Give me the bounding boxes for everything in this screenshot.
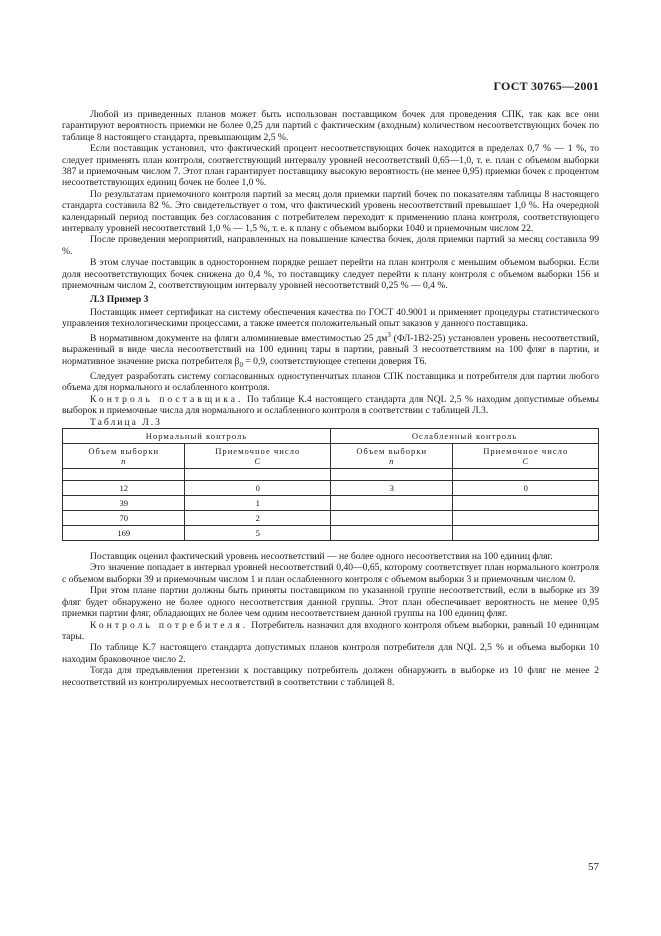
paragraph: Тогда для предъявления претензии к поставщику потребитель должен обнаружить в выборке из 10 фляг не менее 2 несоответствий из контролируемых несоответствий в соответствии с таблицей 8.: [62, 665, 599, 688]
cell: 70: [63, 511, 185, 526]
paragraph: В этом случае поставщик в одностороннем порядке решает перейти на план контроля с меньшим объемом выборки. Если доля несоответствующих бочек снижена до 0,4 %, то поставщику следует перейти к плану контроля с объемом выборки 156 и приемочным числом 2, соответствующим интервалу уровней несоответствий 0,25 % — 0,4 %.: [62, 257, 599, 292]
cell: 0: [453, 481, 599, 496]
paragraph: Следует разработать систему согласованных одноступенчатых планов СПК поставщика и потребителя для партии любого объема для нормального и ослабленного контроля.: [62, 371, 599, 394]
cell: [330, 469, 452, 481]
section-title: Л.3 Пример 3: [90, 293, 149, 305]
paragraph: Это значение попадает в интервал уровней несоответствий 0,40—0,65, которому соответствует план нормального контроля с объемом выборки 39 и приемочным числом 1 и план ослабленного контроля с объемом выборки 3 и приемочным числом 0.: [62, 562, 599, 585]
paragraph: Поставщик оценил фактический уровень несоответствий — не более одного несоответствия на 100 единиц фляг.: [90, 551, 553, 563]
col-label: Объем выборки: [88, 446, 160, 457]
text: В нормативном документе на фляги алюминиевые вместимостью 25 дм: [90, 332, 388, 344]
spaced-heading: Контроль поставщика.: [90, 393, 244, 405]
document-body: [62, 109, 599, 688]
col-header-sample-normal: [63, 444, 185, 469]
paragraph: Поставщик имеет сертификат на систему обеспечения качества по ГОСТ 40.9001 и применяет процедуры статистического управления технологическими процессами, а также имеется положительный опыт заказов у данного поставщика.: [62, 306, 599, 330]
paragraph: По результатам приемочного контроля партий за месяц доля приемки партий бочек по показателям таблицы 8 настоящего стандарта составила 82 %. Это свидетельствует о том, что фактический уровень несоответствий превышает 1,0 %. На очередной календарный период поставщик без согласования с потребителем переходит к применению плана контроля, соответствующего интервалу уровней несоответствий 1,0 % — 1,5 %, т. е. к плану с объемом выборки 1040 и приемочным числом 22.: [62, 188, 599, 235]
paragraph-normative: [62, 330, 599, 371]
paragraph: При этом плане партии должны быть приняты поставщиком по указанной группе несоответствий, если в выборке из 39 фляг будет обнаружено не более одного несоответствия данной группы. Этот план обеспечивает вероятность не менее 0,95 приемки партии фляг, обладающих не более чем одним несоответствием данной группы на 100 единиц фляг.: [62, 585, 599, 620]
paragraph: Если поставщик установил, что фактический процент несоответствующих бочек находится в пределах 0,7 % — 1 %, то следует применять план контроля, соответствующий интервалу уровней несоответствий 0,65—1,0, т. е. план с объемом выборки 387 и приемочным числом 7. Этот план гарантирует поставщику высокую вероятность (не менее 0,95) приемки бочек с процентом несоответствующих единиц бочек не более 1,0 %.: [62, 143, 599, 189]
cell: 1: [185, 496, 331, 511]
text: (ФЛ-1В2-25) установлен уровень несоответствий, выраженный в виде числа несоответствий на 100 единиц тары в партии, равный 3 несоответствиям на 100 фляг в партии, и нормативное значение риска потребителя β: [62, 332, 599, 367]
table-row: [63, 469, 599, 481]
paragraph: Любой из приведенных планов может быть использован поставщиком бочек для проведения СПК, так как все они гарантируют вероятность приемки не более 0,25 для партий с фактическим (входным) количеством несоответствующих бочек по таблице 8 настоящего стандарта, превышающим 2,5 %.: [62, 109, 599, 143]
paragraph: По таблице К.7 настоящего стандарта допустимых планов контроля потребителя для NQL 2,5 % и объема выборки 10 находим браковочное число 2.: [62, 642, 599, 665]
cell: [453, 511, 599, 526]
col-header-accept-normal: [185, 444, 331, 469]
cell: 0: [185, 481, 331, 496]
paragraph-supplier-control: [62, 394, 599, 417]
col-symbol: C: [522, 456, 530, 467]
cell: [185, 469, 331, 481]
cell: 169: [63, 526, 185, 541]
paragraph: После проведения мероприятий, направленных на повышение качества бочек, доля приемки партий за месяц составила 99 %.: [62, 234, 599, 257]
table-l3: [62, 428, 599, 541]
document-code: ГОСТ 30765—2001: [493, 79, 599, 93]
table-row: [63, 496, 599, 511]
cell: 12: [63, 481, 185, 496]
col-header-sample-reduced: [330, 444, 452, 469]
spaced-heading: Контроль потребителя.: [90, 619, 249, 631]
table-group-reduced: Ослабленный контроль: [330, 429, 598, 444]
cell: 39: [63, 496, 185, 511]
table-group-normal: Нормальный контроль: [63, 429, 331, 444]
text: Потребитель назначил для входного контроля объем выборки, равный 10 единицам тары.: [62, 619, 599, 642]
table-row: [63, 526, 599, 541]
page-number: 57: [588, 861, 599, 873]
col-label: Объем выборки: [356, 446, 428, 457]
cell: 2: [185, 511, 331, 526]
table-caption: Таблица Л.3: [90, 416, 162, 428]
cell: [453, 496, 599, 511]
cell: 5: [185, 526, 331, 541]
subscript: 0: [239, 360, 243, 369]
cell: 3: [330, 481, 452, 496]
superscript: 3: [387, 330, 391, 339]
cell: [453, 526, 599, 541]
col-symbol: C: [254, 456, 262, 467]
text: По таблице К.4 настоящего стандарта для NQL 2,5 % находим допустимые объемы выборок и приемочные числа для нормального и ослабленного контроля в соответствии с таблицей Л.3.: [62, 393, 599, 417]
text: = 0,9, соответствующее степени доверия Т6.: [242, 355, 427, 367]
cell: [453, 469, 599, 481]
col-label: Приемочное число: [215, 446, 301, 457]
cell: [330, 511, 452, 526]
col-symbol: n: [389, 456, 395, 467]
cell: [330, 496, 452, 511]
col-header-accept-reduced: [453, 444, 599, 469]
paragraph-consumer-control: [62, 620, 599, 643]
table-row: [63, 481, 599, 496]
cell: [330, 526, 452, 541]
col-symbol: n: [121, 456, 127, 467]
cell: [63, 469, 185, 481]
table-row: [63, 511, 599, 526]
col-label: Приемочное число: [483, 446, 569, 457]
